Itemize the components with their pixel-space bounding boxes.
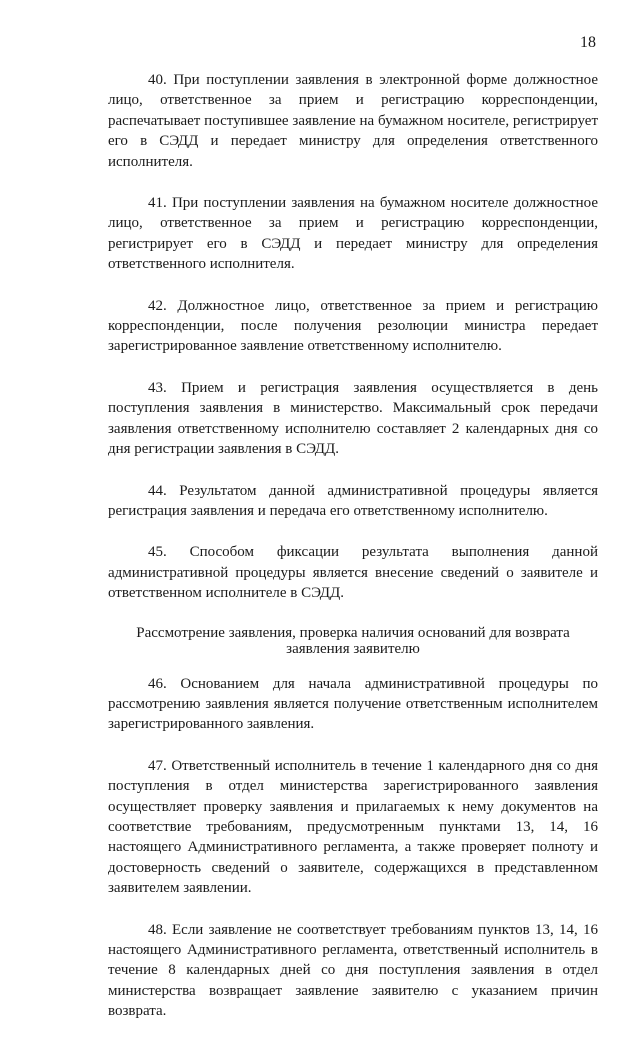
paragraph-42: 42. Должностное лицо, ответственное за прием и регистрацию корреспонденции, после получения резолюции министра передает зарегистрированное заявление ответственному исполнителю.: [108, 297, 598, 355]
paragraph-41: 41. При поступлении заявления на бумажном носителе должностное лицо, ответственное за прием и регистрацию корреспонденции, регистрирует его в СЭДД и передает министру для определения ответственного исполнителя.: [108, 195, 598, 273]
paragraph-48: 48. Если заявление не соответствует требованиям пунктов 13, 14, 16 настоящего Административного регламента, ответственный исполнитель в течение 8 календарных дней со дня поступления заявления в отдел министерства возвращает заявление заявителю с указанием причин возврата.: [108, 921, 598, 1020]
section-heading-line-1: Рассмотрение заявления, проверка наличия оснований для возврата: [136, 624, 570, 641]
paragraph-47: 47. Ответственный исполнитель в течение 1 календарного дня со дня поступления в отдел министерства зарегистрированного заявления осуществляет проверку заявления и прилагаемых к нему документов на соответствие требованиям, предусмотренным пунктами 13, 14, 16 настоящего Административного регламента, а также проверяет полноту и достоверность сведений о заявителе, содержащихся в представленном заявителем заявлении.: [108, 757, 598, 897]
section-heading: [108, 625, 598, 657]
paragraph-44: 44. Результатом данной административной процедуры является регистрация заявления и передача его ответственному исполнителю.: [108, 482, 598, 519]
paragraph-46: 46. Основанием для начала административной процедуры по рассмотрению заявления является получение ответственным исполнителем зарегистрированного заявления.: [108, 675, 598, 733]
paragraph-45: 45. Способом фиксации результата выполнения данной административной процедуры является внесение сведений о заявителе и ответственном исполнителе в СЭДД.: [108, 544, 598, 602]
document-body: [108, 70, 598, 1043]
section-heading-line-2: заявления заявителю: [286, 640, 420, 657]
paragraph-43: 43. Прием и регистрация заявления осуществляется в день поступления заявления в министерство. Максимальный срок передачи заявления ответственному исполнителю составляет 2 календарных дня со дня регистрации заявления в СЭДД.: [108, 379, 598, 458]
page-number: 18: [580, 34, 596, 51]
paragraph-40: 40. При поступлении заявления в электронной форме должностное лицо, ответственное за прием и регистрацию корреспонденции, распечатывает поступившее заявление на бумажном носителе, регистрирует его в СЭДД и передает министру для определения ответственного исполнителя.: [108, 72, 598, 170]
